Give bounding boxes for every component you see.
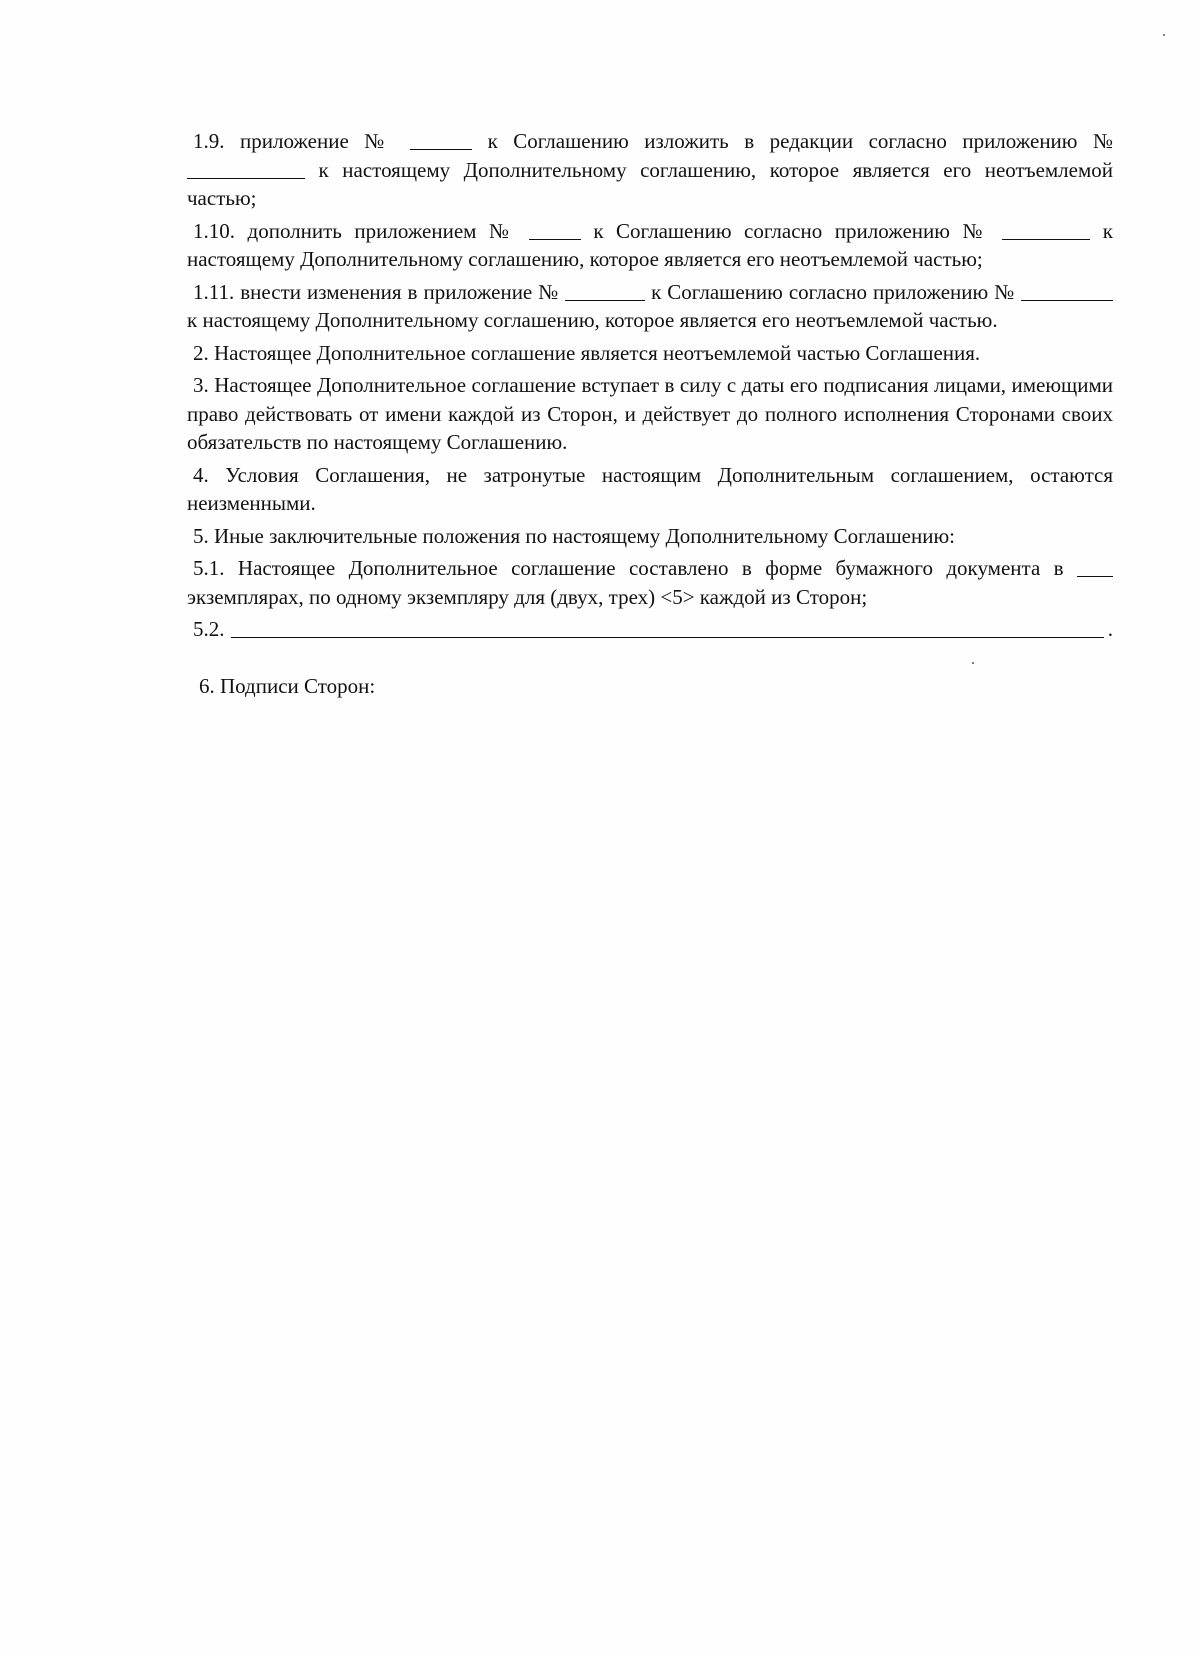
blank-field bbox=[187, 157, 305, 179]
blank-field bbox=[1002, 218, 1090, 240]
clause-4: 4. Условия Соглашения, не затронутые настоящим Дополнительным соглашением, остаются неизменными. bbox=[187, 462, 1113, 515]
clause-5: 5. Иные заключительные положения по настоящему Дополнительному Соглашению: bbox=[193, 523, 955, 548]
clause-text: к настоящему Дополнительному соглашению, которое является его неотъемлемой частью. bbox=[187, 308, 998, 332]
clause-1-10 bbox=[187, 217, 1113, 274]
blank-field bbox=[231, 616, 1104, 638]
clause-5-1 bbox=[187, 554, 1113, 611]
clause-number: 1.9. bbox=[193, 129, 225, 153]
clause-text: внести изменения в приложение № bbox=[240, 279, 560, 304]
clause-number: 5.2. bbox=[193, 617, 225, 641]
clause-end-mark: . bbox=[1107, 617, 1113, 641]
clause-1-11 bbox=[187, 278, 1113, 335]
clause-number: 1.10. bbox=[193, 218, 235, 243]
clause-text: к настоящему Дополнительному соглашению, которое является его неотъемлемой частью; bbox=[187, 157, 1114, 210]
blank-field bbox=[565, 279, 645, 301]
clause-text: к Соглашению согласно приложению № bbox=[593, 218, 990, 243]
blank-field bbox=[1021, 279, 1113, 301]
clause-text: приложение № bbox=[240, 129, 395, 153]
scan-speck bbox=[1163, 34, 1165, 36]
clause-text: экземплярах, по одному экземпляру для (двух, трех) <5> каждой из Сторон; bbox=[187, 584, 868, 609]
blank-field bbox=[1077, 555, 1113, 577]
clause-text: дополнить приложением № bbox=[247, 218, 517, 243]
clause-5-2 bbox=[187, 615, 1113, 644]
blank-field bbox=[410, 128, 472, 150]
clause-text: к Соглашению согласно приложению № bbox=[651, 279, 1016, 304]
scan-speck bbox=[972, 662, 974, 664]
clause-2: 2. Настоящее Дополнительное соглашение является неотъемлемой частью Соглашения. bbox=[193, 340, 981, 365]
blank-field bbox=[529, 218, 581, 240]
clause-1-9 bbox=[187, 127, 1113, 213]
clause-text: к Соглашению изложить в редакции согласно приложению № bbox=[487, 129, 1114, 153]
clause-text: 5.1. Настоящее Дополнительное соглашение составлено в форме бумажного документа в bbox=[193, 556, 1064, 580]
document-body bbox=[187, 127, 1113, 704]
clause-text: к настоящему Дополнительному соглашению, которое является его неотъемлемой частью; bbox=[187, 218, 1113, 271]
clause-number: 1.11. bbox=[193, 279, 235, 304]
signatures-heading: 6. Подписи Сторон: bbox=[199, 673, 376, 698]
clause-3: 3. Настоящее Дополнительное соглашение вступает в силу с даты его подписания лицами, имеющими право действовать от имени каждой из Сторон, и действует до полного исполнения Сторонами своих обязательств по настоящему Соглашению. bbox=[187, 373, 1113, 454]
